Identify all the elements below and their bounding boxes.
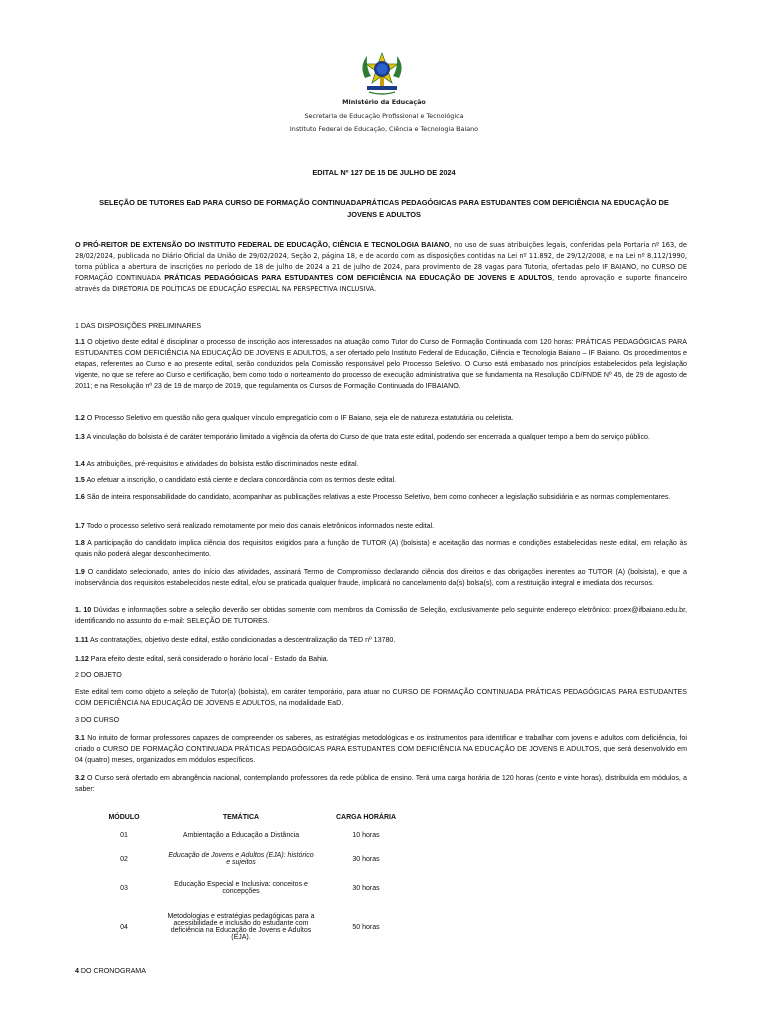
section-number: 4 <box>75 967 79 975</box>
item-text: Dúvidas e informações sobre a seleção deverão ser obtidas somente com membros da Comissão de Seleção, exclusivamente pelo seguinte endereço eletrônico: proex@ifbaiano.edu.br, identificando no assunto do e-mail: SELEÇÃO DE TUTORES. <box>75 606 688 626</box>
item-number: 1.2 <box>75 414 85 422</box>
edital-title: EDITAL Nº 127 DE 15 DE JULHO DE 2024 <box>312 168 456 177</box>
item-1-9 <box>75 567 687 589</box>
module-theme: Educação de Jovens e Adultos (EJA): histórico e sujeitos <box>168 852 314 866</box>
item-text: O Processo Seletivo em questão não gera qualquer vínculo empregatício com o IF Baiano, seja ele de natureza estatutária ou celetista. <box>84 414 514 422</box>
item-number: 1.6 <box>75 493 85 501</box>
section-text: DO CRONOGRAMA <box>78 967 146 975</box>
item-2-text: Este edital tem como objeto a seleção de Tutor(a) (bolsista), em caráter temporário, para atuar no CURSO DE FORMAÇÃO CONTINUADA PRÁTICAS PEDAGÓGICAS PARA ESTUDANTES COM DEFICIÊNCIA NA EDUCAÇÃO DE JOVENS E ADULTOS, na modalidade EaD. <box>75 688 687 708</box>
module-hours: 50 horas <box>352 923 380 931</box>
item-number: 1.7 <box>75 522 85 530</box>
edital-subtitle-line1: SELEÇÃO DE TUTORES EaD PARA CURSO DE FORMAÇÃO CONTINUADAPRÁTICAS PEDAGÓGICAS PARA ESTUDANTES COM DEFICIÊNCIA NA EDUCAÇÃO DE <box>99 198 669 207</box>
item-1-3 <box>75 432 687 443</box>
item-number: 1.9 <box>75 568 85 576</box>
item-number: 1.11 <box>75 636 89 644</box>
item-text: Todo o processo seletivo será realizado remotamente por meio dos canais eletrônicos informados neste edital. <box>84 522 435 530</box>
brazil-coat-of-arms-icon <box>357 50 407 96</box>
module-hours: 10 horas <box>352 831 380 839</box>
item-1-10 <box>75 605 687 627</box>
module-number: 04 <box>120 923 128 931</box>
item-number: 1.3 <box>75 433 85 441</box>
table-row <box>82 903 416 951</box>
preamble-bold-a: O PRÓ-REITOR DE EXTENSÃO DO INSTITUTO FEDERAL DE EDUCAÇÃO, CIÊNCIA E TECNOLOGIA BAIANO <box>75 240 450 249</box>
item-text: Ao efetuar a inscrição, o candidato está ciente e declara concordância com os termos deste edital. <box>84 476 396 484</box>
item-number: 1.8 <box>75 539 85 547</box>
item-1-11 <box>75 635 687 646</box>
modules-table <box>82 810 416 951</box>
ministry-name: Ministério da Educação <box>342 98 426 106</box>
table-header-row <box>82 810 416 825</box>
module-number: 03 <box>120 884 128 892</box>
table-row <box>82 873 416 903</box>
item-1-7 <box>75 521 687 532</box>
item-number: 3.2 <box>75 774 85 782</box>
section-4-title <box>75 966 687 977</box>
module-theme: Educação Especial e Inclusiva: conceitos e concepções <box>174 881 308 895</box>
item-1-5 <box>75 475 687 486</box>
item-text: A participação do candidato implica ciência dos requisitos exigidos para a função de TUTOR (A) (bolsista) e aceitação das normas e condições estabelecidas neste edital, em relação às quais não poderá alegar desconhecimento. <box>75 539 687 559</box>
item-text: No intuito de formar professores capazes de compreender os saberes, as estratégias metodológicas e os instrumentos para identificar e trabalhar com jovens e adultos com deficiência, foi criado o CURSO DE FORMAÇÃO CONTINUADA PRÁTICAS PEDAGÓGICAS PARA ESTUDANTES COM DEFICIÊNCIA NA EDUCAÇÃO DE JOVENS E ADULTOS, que será desenvolvido em 04 (quatro) meses, organizados em módulos específicos. <box>75 734 687 765</box>
preamble-text-a: , no uso de suas atribuições legais, conferidas pela Portaria nº 163, de 28/02/2024, publicada no Diário Oficial da União de 29/02/2024, Seção 2, página 18, e de acordo com as disposições contidas na Lei nº 11.892, de 29/12/2008, e na Lei nº 8.112/1990, torna pública a abertura de inscrições no período de 18 de julho de 2024 a 21 de julho de 2024, para provimento de 28 vagas para Tutoria, ofertadas pelo IF BAIANO, no CURSO DE FORMAÇÃO CONTINUADA <box>75 241 687 282</box>
column-header-carga: CARGA HORÁRIA <box>335 814 397 821</box>
edital-subtitle-line2: JOVENS E ADULTOS <box>347 210 421 219</box>
item-1-1 <box>75 337 687 392</box>
module-hours: 30 horas <box>352 884 380 892</box>
preamble-text-b: , tendo aprovação e suporte financeiro através da DIRETORIA DE POLÍTICAS DE EDUCAÇÃO ESPECIAL NA PERSPECTIVA INCLUSIVA. <box>75 273 687 293</box>
section-1-title: 1 DAS DISPOSIÇÕES PRELIMINARES <box>75 322 202 330</box>
module-theme: Metodologias e estratégias pedagógicas para a acessibilidade e inclusão do estudante com deficiência na Educação de Jovens e Adultos (EJA). <box>167 913 315 941</box>
item-number: 1.4 <box>75 460 85 468</box>
institute-name: Instituto Federal de Educação, Ciência e Tecnologia Baiano <box>289 125 479 133</box>
item-text: O objetivo deste edital é disciplinar o processo de inscrição aos interessados na atuação como Tutor do Curso de Formação Continuada com 120 horas: PRÁTICAS PEDAGÓGICAS PARA ESTUDANTES COM DEFICIÊNCIA NA EDUCAÇÃO DE JOVENS E ADULTOS, a ser ofertado pelo Instituto Federal de Educação, Ciência e Tecnologia Baiano – IF Baiano. Os procedimentos e etapas, referentes ao Curso e ao presente edital, serão conduzidos pela Comissão responsável pelo Processo Seletivo. O Curso está embasado nos princípios estabelecidos pela legislação vigente, no que se refere ao Curso e certificação, bem como todo o norteamento do processo de execução administrativa que se fundamenta na Resolução CD/FNDE Nº 45, de 29 de agosto de 2011; e na Resolução nº 23 de 19 de março de 2019, que regulamenta os Cursos de Formação Continuada do IFBAIANO. <box>75 338 687 391</box>
column-header-modulo: MÓDULO <box>108 814 140 821</box>
item-text: O Curso será ofertado em abrangência nacional, contemplando professores da rede pública de ensino. Terá uma carga horária de 120 horas (cento e vinte horas), distribuída em módulos, a saber: <box>75 774 687 794</box>
section-3-title: 3 DO CURSO <box>75 716 120 724</box>
item-text: A vinculação do bolsista é de caráter temporário limitado a vigência da oferta do Curso de que trata este edital, podendo ser encerrada a qualquer tempo a bem do serviço público. <box>84 433 650 441</box>
item-number: 1.12 <box>75 655 89 663</box>
item-text: São de inteira responsabilidade do candidato, acompanhar as publicações relativas a este Processo Seletivo, bem como conhecer a legislação subsidiária e as normas complementares. <box>84 493 671 501</box>
secretariat-name: Secretaria de Educação Profissional e Tecnológica <box>304 112 464 120</box>
item-1-6 <box>75 492 687 503</box>
item-text: As contratações, objetivo deste edital, estão condicionadas a descentralização da TED nº 13780. <box>88 636 396 644</box>
item-text: Para efeito deste edital, será considerado o horário local - Estado da Bahia. <box>88 655 329 663</box>
item-text: O candidato selecionado, antes do início das atividades, assinará Termo de Compromisso declarando ciência dos direitos e das obrigações inerentes ao TUTOR (A) (bolsista), e que a inobservância dos requisitos estabelecidos neste edital, e/ou se praticada qualquer fraude, implicará no cancelamento da(s) bolsa(s), com a restituição integral e imediata dos recursos. <box>75 568 687 588</box>
module-number: 01 <box>120 831 128 839</box>
item-1-12 <box>75 654 687 665</box>
module-hours: 30 horas <box>352 855 380 863</box>
item-number: 1.5 <box>75 476 85 484</box>
item-1-4 <box>75 459 687 470</box>
item-1-2 <box>75 413 687 424</box>
item-3-2 <box>75 773 687 795</box>
column-header-tematica: TEMÁTICA <box>222 814 260 821</box>
section-2-title: 2 DO OBJETO <box>75 671 122 679</box>
table-row <box>82 845 416 873</box>
item-3-1 <box>75 733 687 766</box>
preamble-bold-b: PRÁTICAS PEDAGÓGICAS PARA ESTUDANTES COM DEFICIÊNCIA NA EDUCAÇÃO DE JOVENS E ADULTOS <box>164 272 553 282</box>
module-number: 02 <box>120 855 128 863</box>
preamble-paragraph <box>75 240 687 295</box>
table-row <box>82 825 416 845</box>
item-number: 3.1 <box>75 734 85 742</box>
item-number: 1. 10 <box>75 606 92 614</box>
item-number: 1.1 <box>75 338 85 346</box>
item-text: As atribuições, pré-requisitos e atividades do bolsista estão discriminados neste edital. <box>84 460 359 468</box>
item-1-8 <box>75 538 687 560</box>
module-theme: Ambientação a Educação a Distância <box>182 831 300 839</box>
